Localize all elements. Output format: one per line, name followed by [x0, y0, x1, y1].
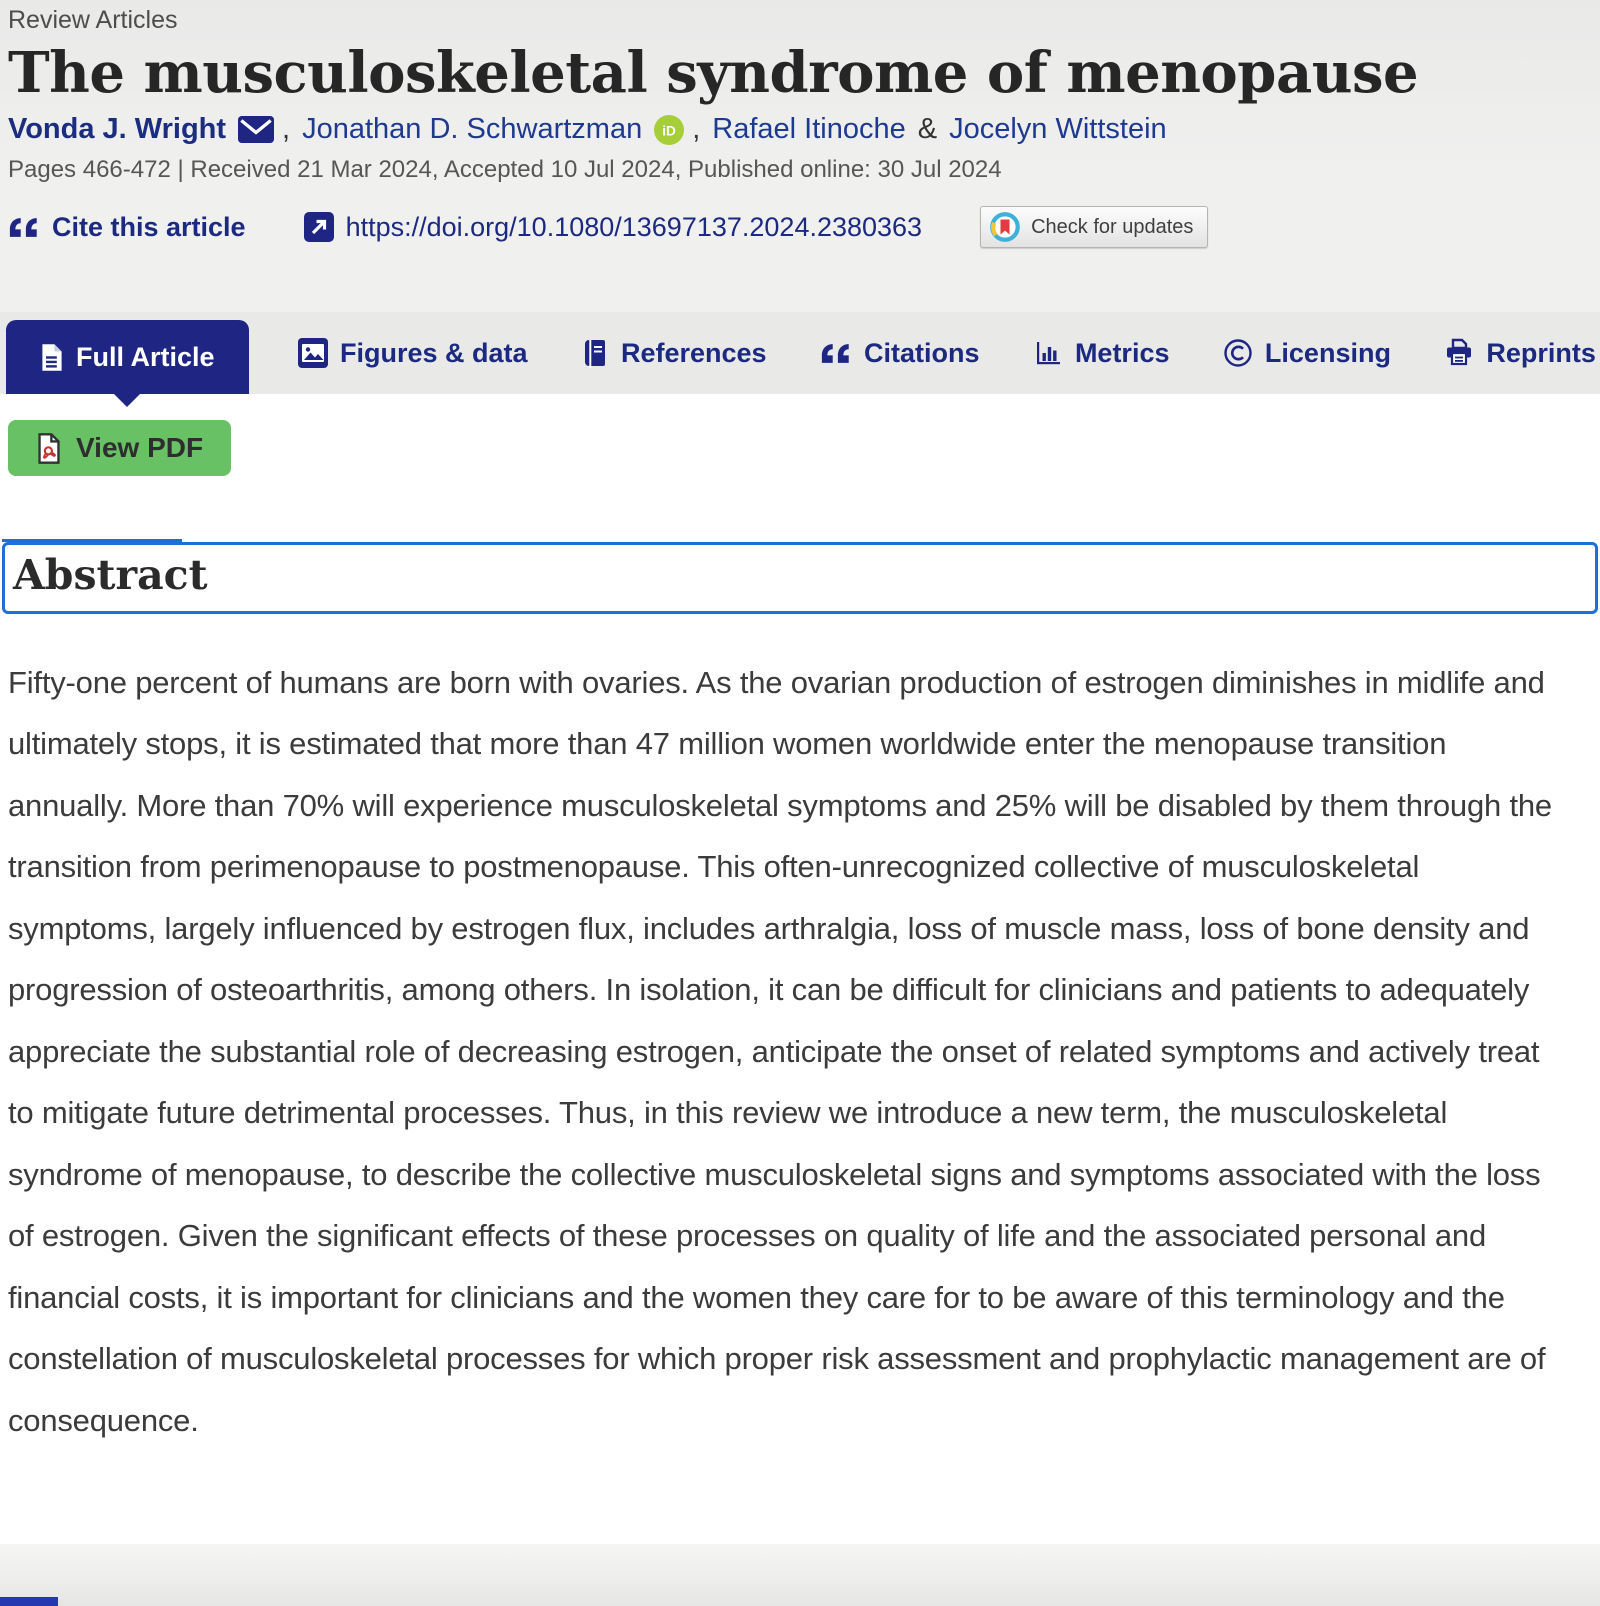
tab-references[interactable] [577, 312, 771, 394]
svg-text:iD: iD [662, 123, 676, 139]
tab-figures-and-data[interactable] [294, 312, 532, 394]
abstract-section-header[interactable] [2, 542, 1598, 613]
tab-full-article[interactable] [6, 320, 249, 394]
article-content [0, 394, 1600, 1451]
cite-this-article-label: Cite this article [52, 211, 246, 242]
image-icon [298, 338, 328, 368]
check-for-updates-label: Check for updates [1031, 215, 1194, 238]
tab-label: Citations [863, 337, 980, 368]
author-separator: , [692, 113, 701, 146]
doi-link-text: https://doi.org/10.1080/13697137.2024.2380363 [345, 211, 923, 242]
cite-row [8, 206, 1592, 312]
doi-link[interactable] [304, 212, 923, 243]
tab-label: Full Article [76, 341, 215, 372]
document-icon [40, 343, 64, 372]
book-icon [581, 338, 609, 368]
email-icon[interactable] [238, 116, 274, 143]
tab-label: Reprints [1486, 337, 1596, 368]
copyright-icon [1223, 338, 1253, 368]
view-pdf-button[interactable] [8, 420, 231, 476]
crossmark-icon [989, 211, 1021, 243]
author-link-jocelyn-wittstein[interactable]: Jocelyn Wittstein [949, 113, 1167, 146]
quote-icon [820, 342, 852, 365]
tab-licensing[interactable] [1219, 312, 1395, 394]
external-link-icon [304, 212, 334, 242]
abstract-heading: Abstract [13, 551, 208, 600]
author-list [8, 113, 1592, 146]
article-meta-line: Pages 466-472 | Received 21 Mar 2024, Accepted 10 Jul 2024, Published online: 30 Jul 2024 [8, 156, 1002, 184]
bottom-fade-band [0, 1544, 1600, 1606]
pdf-file-icon [36, 433, 62, 464]
cite-quote-icon [8, 216, 40, 239]
page-header-region [0, 0, 1600, 394]
tab-label: References [620, 337, 767, 368]
author-ampersand: & [917, 113, 938, 146]
author-link-jonathan-schwartzman[interactable]: Jonathan D. Schwartzman [302, 113, 643, 146]
check-for-updates-button[interactable] [980, 206, 1208, 248]
abstract-text: Fifty-one percent of humans are born with ovaries. As the ovarian production of estrogen diminishes in midlife and ultimately stops, it is estimated that more than 47 million women worldwide enter the menopause transition annually. More than 70% will experience musculoskeletal symptoms and 25% will be disabled by them through the transition from perimenopause to postmenopause. This often-unrecognized collective of musculoskeletal symptoms, largely influenced by estrogen flux, includes arthralgia, loss of muscle mass, loss of bone density and progression of osteoarthritis, among others. In isolation, it can be difficult for clinicians and patients to adequately appreciate the substantial role of decreasing estrogen, anticipate the onset of related symptoms and actively treat to mitigate future detrimental processes. Thus, in this review we introduce a new term, the musculoskeletal syndrome of menopause, to describe the collective musculoskeletal signs and symptoms associated with the loss of estrogen. Given the significant effects of these processes on quality of life and the associated personal and financial costs, it is important for clinicians and the women they care for to be aware of this terminology and the constellation of musculoskeletal processes for which proper risk assessment and prophylactic management are of consequence. [8, 664, 1552, 1438]
article-type-label: Review Articles [8, 6, 178, 34]
cite-this-article-link[interactable] [8, 212, 246, 243]
tab-citations[interactable] [816, 312, 984, 394]
tab-reprints[interactable] [1440, 312, 1600, 394]
bottom-left-blue-widget[interactable] [0, 1597, 58, 1606]
author-link-rafael-itinoche[interactable]: Rafael Itinoche [712, 113, 906, 146]
article-title: The musculoskeletal syndrome of menopause [8, 40, 1419, 106]
author-separator: , [282, 113, 291, 146]
orcid-icon[interactable] [654, 115, 684, 145]
article-tab-bar [0, 312, 1600, 394]
tab-label: Figures & data [339, 337, 528, 368]
view-pdf-label: View PDF [76, 432, 204, 464]
tab-label: Licensing [1264, 337, 1391, 368]
tab-metrics[interactable] [1029, 312, 1174, 394]
bar-chart-icon [1033, 338, 1063, 368]
printer-icon [1444, 338, 1474, 368]
author-link-vonda-wright[interactable]: Vonda J. Wright [8, 113, 227, 146]
tab-label: Metrics [1074, 337, 1170, 368]
